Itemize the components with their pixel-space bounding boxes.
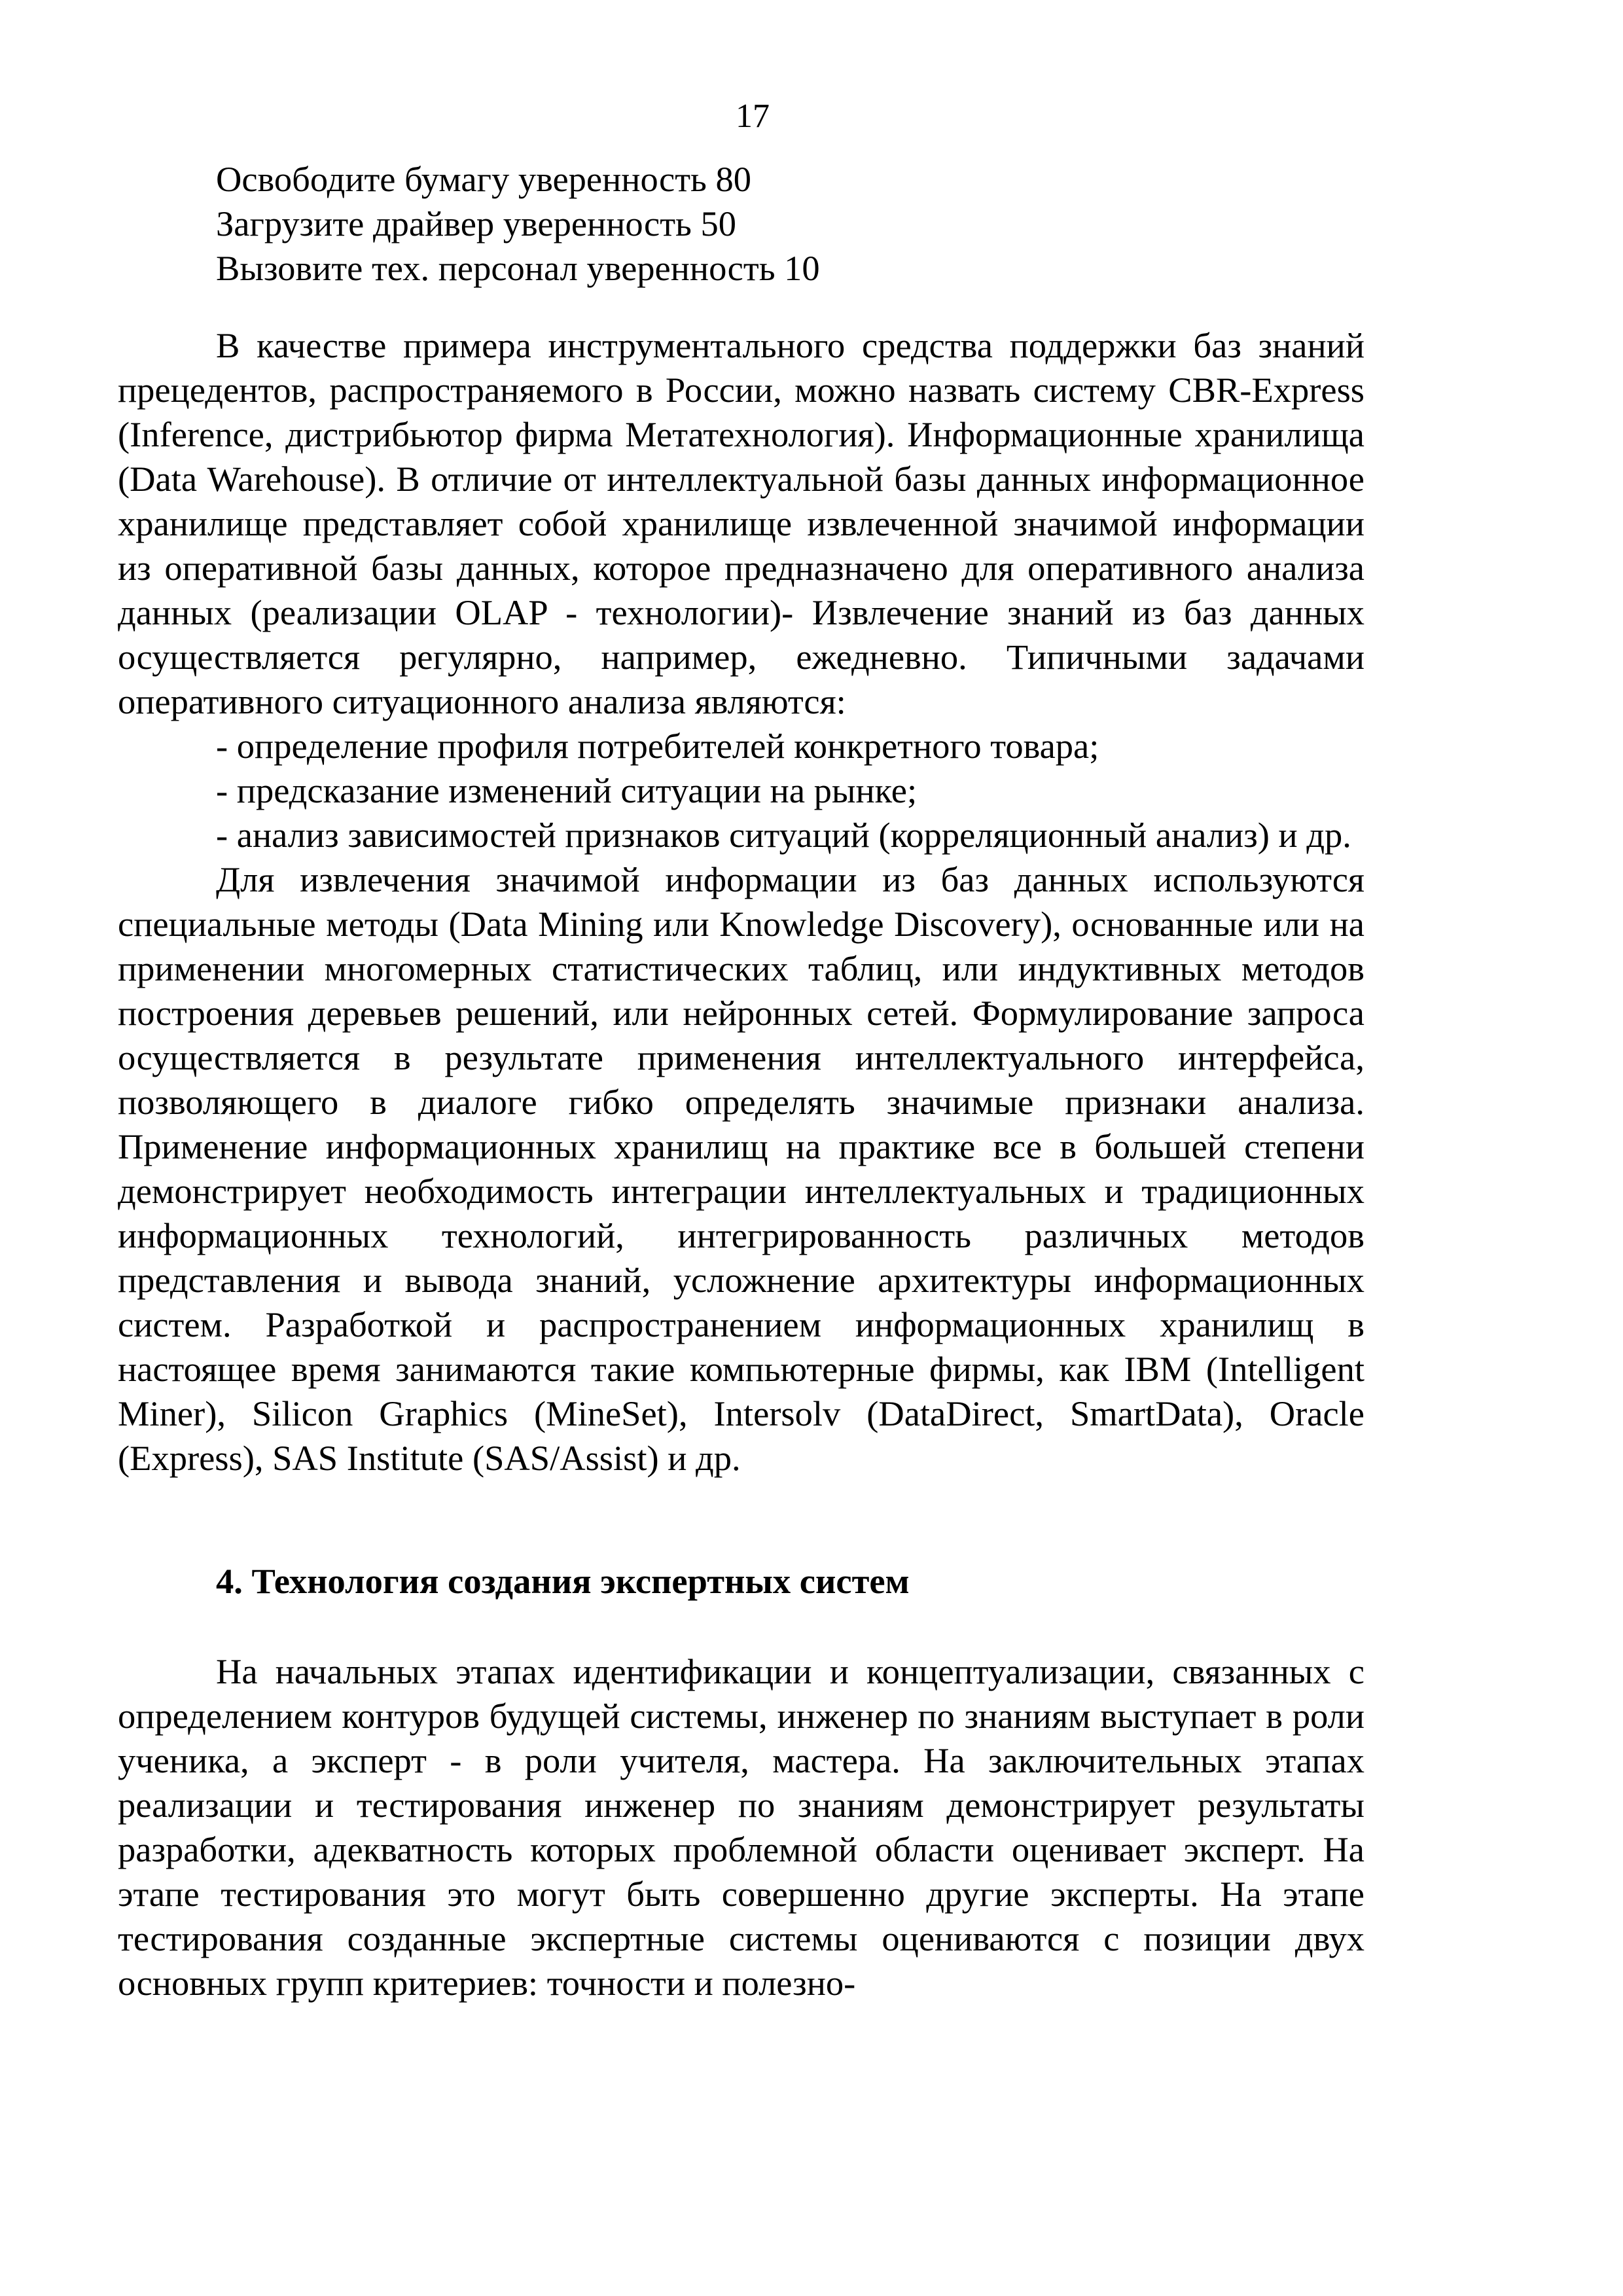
- list-item: Загрузите драйвер уверенность 50: [216, 204, 736, 243]
- paragraph: В качестве примера инструментального средства поддержки баз знаний прецедентов, распространяемого в России, можно назвать систему CBR-Express (Inference, дистрибьютор фирма Метатехнология). Информационные хранилища (Data Warehouse). В отличие от интеллектуальной базы данных информационное хранилище представляет собой хранилище извлеченной значимой информации из оперативной базы данных, которое предназначено для оперативного анализа данных (реализации OLAP - технологии)- Извлечение знаний из баз данных осуществляется регулярно, например, ежедневно. Типичными задачами оперативного ситуационного анализа являются:: [118, 325, 1364, 721]
- page-content: [118, 157, 1364, 2005]
- paragraph: Для извлечения значимой информации из баз данных используются специальные методы (Data Mining или Knowledge Discovery), основанные или на применении многомерных статистических таблиц, или индуктивных методов построения деревьев решений, или нейронных сетей. Формулирование запроса осуществляется в результате применения интеллектуального интерфейса, позволяющего в диалоге гибко определять значимые признаки анализа. Применение информационных хранилищ на практике все в большей степени демонстрирует необходимость интеграции интеллектуальных и традиционных информационных технологий, интегрированность различных методов представления и вывода знаний, усложнение архитектуры информационных систем. Разработкой и распространением информационных хранилищ в настоящее время занимаются такие компьютерные фирмы, как IBM (Intelligent Miner), Silicon Graphics (MineSet), Intersolv (DataDirect, SmartData), Oracle (Express), SAS Institute (SAS/Assist) и др.: [118, 859, 1364, 1478]
- bullet-item: - предсказание изменений ситуации на рынке;: [216, 770, 918, 810]
- page-number: 17: [736, 98, 770, 135]
- section-heading: 4. Технология создания экспертных систем: [216, 1561, 910, 1601]
- paragraph: На начальных этапах идентификации и концептуализации, связанных с определением контуров будущей системы, инженер по знаниям выступает в роли ученика, а эксперт - в роли учителя, мастера. На заключительных этапах реализации и тестирования инженер по знаниям демонстрирует результаты разработки, адекватность которых проблемной области оценивает эксперт. На этапе тестирования это могут быть совершенно другие эксперты. На этапе тестирования созданные экспертные системы оцениваются с позиции двух основных групп критериев: точности и полезно-: [118, 1651, 1364, 2003]
- list-item: Вызовите тех. персонал уверенность 10: [216, 248, 820, 288]
- list-item: Освободите бумагу уверенность 80: [216, 159, 752, 199]
- bullet-item: - анализ зависимостей признаков ситуаций (корреляционный анализ) и др.: [216, 815, 1351, 855]
- confidence-list: [118, 157, 1364, 291]
- bullet-item: - определение профиля потребителей конкретного товара;: [216, 726, 1099, 766]
